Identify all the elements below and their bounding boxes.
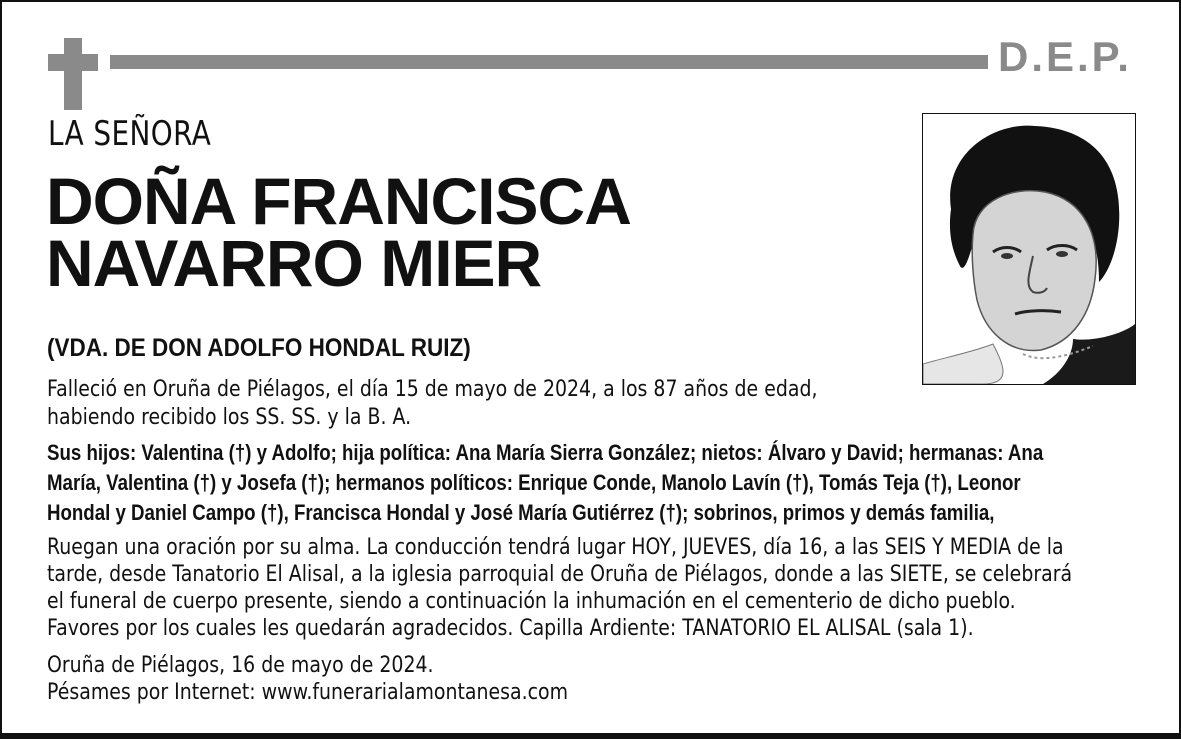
name-line-1: DOÑA FRANCISCA [46, 164, 631, 238]
service-line-4: Favores por los cuales les quedarán agradecidos. Capilla Ardiente: TANATORIO EL ALISAL (sala 1). [47, 616, 974, 641]
death-announcement [47, 376, 817, 431]
portrait-photo [922, 113, 1136, 385]
name-line-2: NAVARRO MIER [46, 226, 542, 300]
cross-icon [48, 38, 98, 110]
service-line-2: tarde, desde Tanatorio El Alisal, a la iglesia parroquial de Oruña de Piélagos, donde a las SIETE, se celebrará [47, 562, 1073, 587]
dep-label: D.E.P. [998, 33, 1132, 80]
place-date: Oruña de Piélagos, 16 de mayo de 2024. [47, 653, 434, 678]
honorific: LA SEÑORA [48, 114, 212, 154]
widow-of: (VDA. DE DON ADOLFO HONDAL RUIZ) [47, 334, 471, 362]
death-line-2: habiendo recibido los SS. SS. y la B. A. [47, 404, 412, 430]
family-line-2: María, Valentina (†) y Josefa (†); hermanos políticos: Enrique Conde, Manolo Lavín (†), Tomás Teja (†), Leonor [47, 470, 1021, 495]
service-line-3: el funeral de cuerpo presente, siendo a continuación la inhumación en el cementerio de dicho pueblo. [47, 589, 1016, 614]
closing [47, 652, 568, 706]
family-list [47, 438, 1043, 528]
portrait-icon [923, 114, 1135, 384]
header-rule [110, 55, 988, 69]
service-details [47, 534, 1072, 642]
family-line-3: Hondal y Daniel Campo (†), Francisca Hondal y José María Gutiérrez (†); sobrinos, primos y demás familia, [47, 500, 995, 525]
family-line-1: Sus hijos: Valentina (†) y Adolfo; hija política: Ana María Sierra González; nietos: Álvaro y David; hermanas: Ana [47, 440, 1044, 465]
deceased-name [46, 164, 631, 300]
service-line-1: Ruegan una oración por su alma. La conducción tendrá lugar HOY, JUEVES, día 16, a las SEIS Y MEDIA de la [47, 535, 1064, 560]
condolences-url: Pésames por Internet: www.funerarialamontanesa.com [47, 680, 569, 705]
death-line-1: Falleció en Oruña de Piélagos, el día 15 de mayo de 2024, a los 87 años de edad, [47, 377, 818, 402]
